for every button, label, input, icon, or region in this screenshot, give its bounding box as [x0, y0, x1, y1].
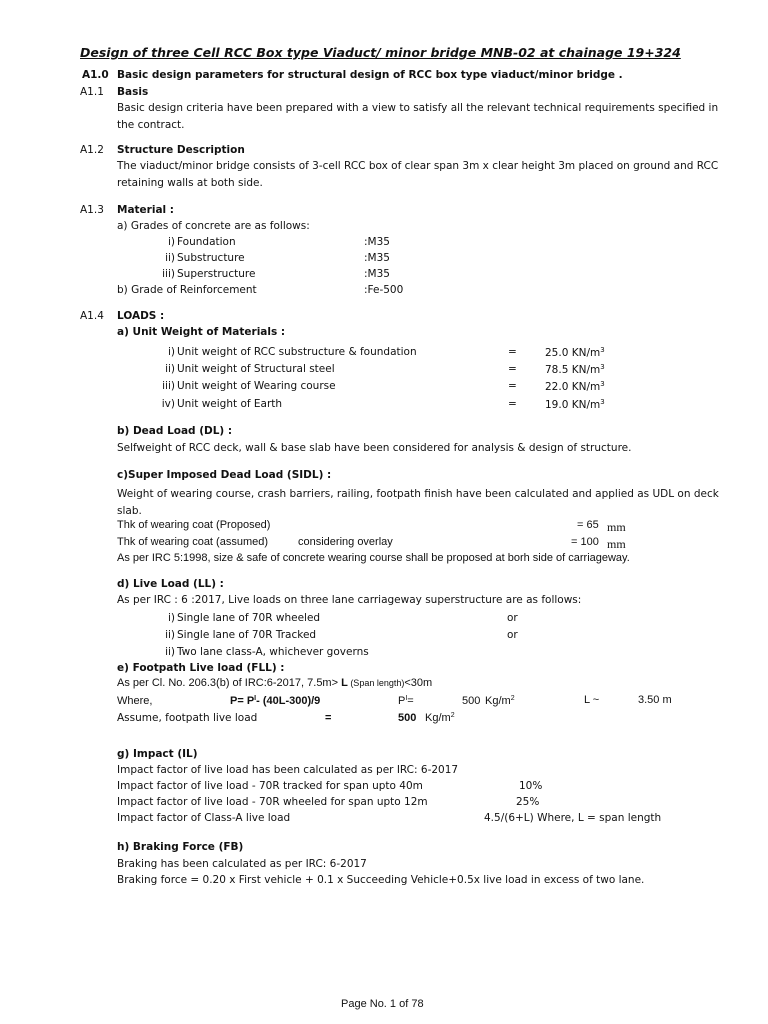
- grade-label: Substructure: [177, 252, 245, 264]
- unit-weight-label: Unit weight of Earth: [177, 398, 283, 410]
- unit-weight-value: 78.5 $KN/m^3$: [545, 363, 605, 376]
- braking-formula: Braking force = 0.20 x First vehicle + 0.1 x Succeeding Vehicle+0.5x live load in excess of two lane.: [117, 874, 645, 886]
- unit-weight-value: 22.0 $KN/m^3$: [545, 380, 605, 393]
- footpath-clause: As per Cl. No. 206.3(b) of IRC:6-2017, 7.5m> L (Span length)<30m: [117, 677, 433, 689]
- list-number: ii): [165, 629, 175, 641]
- subsection-body: Selfweight of RCC deck, wall & base slab have been considered for analysis & design of structure.: [117, 442, 632, 454]
- or-label: or: [507, 612, 518, 624]
- grade-value: :M35: [364, 268, 390, 280]
- wearing-coat-proposed-unit: mm: [607, 520, 626, 534]
- subsection-heading: d) Live Load (LL) :: [117, 578, 224, 590]
- wearing-coat-proposed-value: = 65: [577, 519, 599, 531]
- or-label: or: [507, 629, 518, 641]
- wearing-coat-assumed-value: = 100: [571, 536, 599, 548]
- page-number: Page No. 1 of 78: [341, 998, 424, 1010]
- list-number: i): [167, 346, 175, 358]
- impact-row-label: Impact factor of live load - 70R wheeled for span upto 12m: [117, 796, 428, 808]
- live-load-item: Single lane of 70R Tracked: [177, 629, 317, 641]
- unit-weight-label: Unit weight of Wearing course: [177, 380, 336, 392]
- impact-row-value: 4.5/(6+L) Where, L = span length: [484, 812, 662, 824]
- list-number: iii): [162, 380, 175, 392]
- section-heading: Basic design parameters for structural design of RCC box type viaduct/minor bridge .: [117, 69, 623, 81]
- reinforcement-value: :Fe-500: [364, 284, 404, 296]
- wearing-coat-assumed-label: Thk of wearing coat (assumed): [117, 536, 269, 548]
- footpath-formula: $P= P^I-$ (40L-300)/9: [230, 695, 321, 707]
- subsection-heading: e) Footpath Live load (FLL) :: [117, 662, 285, 674]
- grade-label: Superstructure: [177, 268, 256, 280]
- pi-value: 500: [462, 695, 481, 707]
- unit-weight-label: Unit weight of Structural steel: [177, 363, 335, 375]
- subsection-body: Braking has been calculated as per IRC: 6-2017: [117, 858, 367, 870]
- section-heading: LOADS :: [117, 310, 165, 322]
- where-label: Where,: [117, 695, 153, 707]
- subsection-heading: h) Braking Force (FB): [117, 841, 244, 853]
- pi-unit: $Kg/m^2$: [485, 695, 515, 707]
- wearing-coat-assumed-note: considering overlay: [298, 536, 393, 548]
- assume-unit: $Kg/m^2$: [425, 712, 455, 724]
- section-heading: Material :: [117, 204, 174, 216]
- section-number: A1.0: [82, 69, 109, 81]
- irc-note: As per IRC 5:1998, size & safe of concrete wearing course shall be proposed at borh side of carriageway.: [117, 552, 630, 564]
- section-heading: Basis: [117, 86, 149, 98]
- wearing-coat-assumed-unit: mm: [607, 537, 626, 551]
- list-number: ii): [165, 363, 175, 375]
- equals-sign: =: [508, 363, 517, 375]
- live-load-item: Two lane class-A, whichever governs: [177, 646, 369, 658]
- unit-weight-value: 25.0 $KN/m^3$: [545, 346, 605, 359]
- list-number: iii): [162, 268, 175, 280]
- list-number: ii): [165, 646, 175, 658]
- wearing-coat-proposed-label: Thk of wearing coat (Proposed): [117, 519, 271, 531]
- subsection-heading: a) Unit Weight of Materials :: [117, 326, 286, 338]
- impact-row-value: 25%: [516, 796, 540, 808]
- assume-label: Assume, footpath live load: [117, 712, 258, 724]
- assume-value: 500: [398, 712, 417, 724]
- subsection-body: As per IRC : 6 :2017, Live loads on three lane carriageway superstructure are as follows:: [117, 594, 582, 606]
- pi-label: $P^I=$: [398, 695, 414, 707]
- section-heading: Structure Description: [117, 144, 245, 156]
- subsection-heading: b) Dead Load (DL) :: [117, 425, 233, 437]
- subsection-body: Impact factor of live load has been calculated as per IRC: 6-2017: [117, 764, 459, 776]
- section-number: A1.2: [80, 144, 104, 156]
- subsection-body: Weight of wearing course, crash barriers, railing, footpath finish have been calculated and applied as UDL on deck slab.: [117, 488, 719, 517]
- span-length-label: L ~: [584, 694, 600, 706]
- equals-sign: =: [325, 712, 332, 724]
- grade-label: Foundation: [177, 236, 236, 248]
- live-load-item: Single lane of 70R wheeled: [177, 612, 321, 624]
- list-number: ii): [165, 252, 175, 264]
- impact-row-value: 10%: [519, 780, 543, 792]
- span-length-value: 3.50 m: [638, 694, 672, 706]
- impact-row-label: Impact factor of Class-A live load: [117, 812, 291, 824]
- list-number: i): [167, 612, 175, 624]
- section-body: Basic design criteria have been prepared with a view to satisfy all the relevant technical requirements specified in the contract.: [117, 102, 719, 131]
- subsection-heading: c)Super Imposed Dead Load (SIDL) :: [117, 469, 332, 481]
- equals-sign: =: [508, 346, 517, 358]
- list-number: iv): [161, 398, 175, 410]
- section-number: A1.3: [80, 204, 104, 216]
- equals-sign: =: [508, 380, 517, 392]
- grade-value: :M35: [364, 236, 390, 248]
- impact-row-label: Impact factor of live load - 70R tracked for span upto 40m: [117, 780, 423, 792]
- grade-value: :M35: [364, 252, 390, 264]
- list-number: i): [167, 236, 175, 248]
- section-body: The viaduct/minor bridge consists of 3-cell RCC box of clear span 3m x clear height 3m placed on ground and RCC retaining walls at both side.: [117, 160, 719, 189]
- section-number: A1.4: [80, 310, 104, 322]
- unit-weight-value: 19.0 $KN/m^3$: [545, 398, 605, 411]
- equals-sign: =: [508, 398, 517, 410]
- concrete-grades-intro: a) Grades of concrete are as follows:: [117, 220, 310, 232]
- unit-weight-label: Unit weight of RCC substructure & foundation: [177, 346, 417, 358]
- document-title: Design of three Cell RCC Box type Viaduct/ minor bridge MNB-02 at chainage 19+324: [80, 45, 681, 60]
- section-number: A1.1: [80, 86, 104, 98]
- reinforcement-label: b) Grade of Reinforcement: [117, 284, 257, 296]
- subsection-heading: g) Impact (IL): [117, 748, 198, 760]
